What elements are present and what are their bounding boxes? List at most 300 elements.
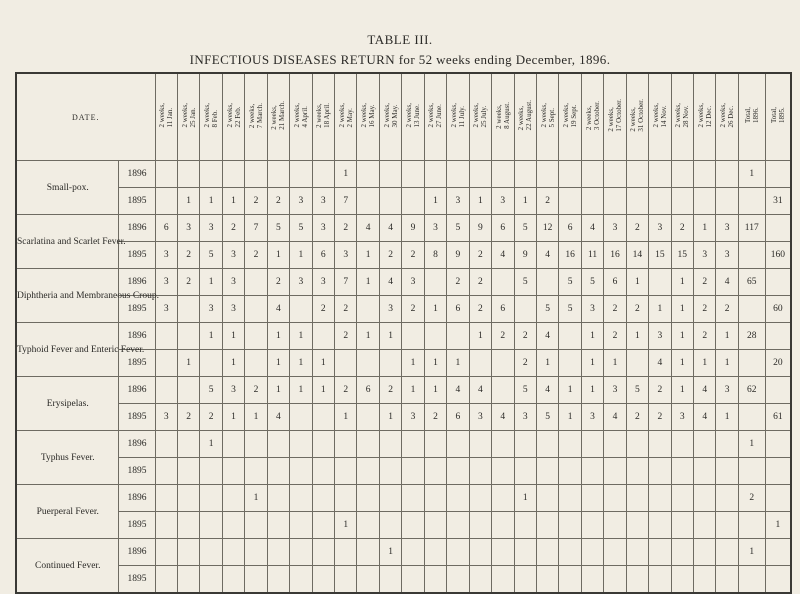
disease-name: Typhus Fever.: [16, 431, 119, 485]
column-header: [290, 73, 312, 161]
count-cell: [469, 431, 491, 458]
count-cell: 2: [604, 323, 626, 350]
column-header-label: 2 weeks, 19 Sept.: [562, 103, 579, 128]
count-cell: 4: [536, 242, 558, 269]
total-cell: 31: [765, 188, 791, 215]
count-cell: [200, 539, 222, 566]
total-cell: [765, 539, 791, 566]
count-cell: 2: [424, 404, 446, 431]
count-cell: 1: [671, 269, 693, 296]
count-cell: [514, 512, 536, 539]
count-cell: [626, 566, 648, 594]
column-header-label: 2 weeks, 28 Nov.: [674, 103, 691, 128]
count-cell: [604, 458, 626, 485]
count-cell: 1: [312, 350, 334, 377]
count-cell: 2: [716, 296, 738, 323]
count-cell: [222, 539, 244, 566]
count-cell: 1: [536, 350, 558, 377]
count-cell: 3: [335, 242, 357, 269]
count-cell: [312, 458, 334, 485]
count-cell: [312, 485, 334, 512]
column-header: [357, 73, 379, 161]
column-header: [312, 73, 334, 161]
count-cell: 7: [335, 188, 357, 215]
count-cell: [379, 161, 401, 188]
count-cell: 2: [649, 377, 671, 404]
count-cell: 8: [424, 242, 446, 269]
count-cell: [155, 512, 177, 539]
count-cell: 3: [604, 215, 626, 242]
count-cell: [245, 458, 267, 485]
count-cell: [604, 512, 626, 539]
count-cell: [716, 512, 738, 539]
count-cell: [177, 296, 199, 323]
count-cell: [290, 512, 312, 539]
count-cell: 1: [424, 188, 446, 215]
count-cell: [559, 188, 581, 215]
count-cell: 3: [312, 188, 334, 215]
year-cell: 1895: [119, 242, 155, 269]
count-cell: [290, 431, 312, 458]
count-cell: 1: [245, 485, 267, 512]
count-cell: 2: [514, 350, 536, 377]
count-cell: 2: [671, 215, 693, 242]
count-cell: [559, 458, 581, 485]
column-header: [604, 73, 626, 161]
count-cell: 3: [581, 404, 603, 431]
count-cell: [492, 512, 514, 539]
count-cell: 2: [379, 377, 401, 404]
count-cell: 1: [312, 377, 334, 404]
count-cell: 1: [267, 350, 289, 377]
count-cell: [671, 485, 693, 512]
count-cell: 3: [222, 377, 244, 404]
count-cell: [267, 485, 289, 512]
count-cell: [155, 377, 177, 404]
count-cell: [671, 188, 693, 215]
count-cell: 15: [671, 242, 693, 269]
count-cell: [335, 566, 357, 594]
count-cell: 1: [581, 350, 603, 377]
count-cell: [694, 431, 716, 458]
count-cell: 2: [536, 188, 558, 215]
count-cell: [402, 161, 424, 188]
count-cell: [379, 566, 401, 594]
column-header: [536, 73, 558, 161]
count-cell: [626, 539, 648, 566]
table-row: [16, 188, 791, 215]
count-cell: [402, 512, 424, 539]
column-header-label: 2 weeks, 8 August.: [494, 102, 511, 129]
column-header: [155, 73, 177, 161]
total-cell: [738, 188, 765, 215]
count-cell: 4: [536, 377, 558, 404]
count-cell: 2: [694, 269, 716, 296]
count-cell: 3: [716, 215, 738, 242]
count-cell: [245, 350, 267, 377]
count-cell: [536, 512, 558, 539]
count-cell: 1: [514, 485, 536, 512]
count-cell: [536, 539, 558, 566]
column-header-label: 2 weeks, 2 May.: [337, 103, 354, 128]
count-cell: 2: [626, 404, 648, 431]
count-cell: [671, 539, 693, 566]
column-header-label: 2 weeks, 30 May.: [382, 103, 399, 128]
count-cell: 1: [357, 323, 379, 350]
count-cell: [312, 431, 334, 458]
count-cell: 2: [469, 269, 491, 296]
count-cell: 1: [290, 377, 312, 404]
disease-name: Erysipelas.: [16, 377, 119, 431]
count-cell: 1: [177, 350, 199, 377]
count-cell: [335, 350, 357, 377]
total-cell: 2: [738, 485, 765, 512]
count-cell: [559, 431, 581, 458]
count-cell: [402, 323, 424, 350]
infectious-diseases-table: [15, 72, 792, 594]
column-header: [716, 73, 738, 161]
count-cell: [424, 431, 446, 458]
count-cell: 1: [559, 404, 581, 431]
table-body: [16, 161, 791, 594]
count-cell: [536, 431, 558, 458]
count-cell: 1: [200, 269, 222, 296]
column-header-label: 2 weeks, 17 October.: [606, 99, 623, 132]
count-cell: 2: [267, 188, 289, 215]
count-cell: [716, 566, 738, 594]
count-cell: 2: [177, 269, 199, 296]
count-cell: [424, 485, 446, 512]
count-cell: [200, 350, 222, 377]
total-cell: 117: [738, 215, 765, 242]
total-cell: [765, 458, 791, 485]
count-cell: 4: [447, 377, 469, 404]
count-cell: 1: [290, 323, 312, 350]
count-cell: [402, 458, 424, 485]
column-header: [469, 73, 491, 161]
total-cell: [765, 323, 791, 350]
count-cell: 4: [469, 377, 491, 404]
count-cell: 3: [290, 269, 312, 296]
count-cell: [469, 485, 491, 512]
count-cell: [379, 458, 401, 485]
count-cell: [312, 566, 334, 594]
count-cell: [514, 431, 536, 458]
count-cell: 5: [581, 269, 603, 296]
count-cell: [671, 566, 693, 594]
count-cell: 1: [716, 323, 738, 350]
table-row: [16, 269, 791, 296]
count-cell: 2: [649, 404, 671, 431]
table-row: [16, 404, 791, 431]
count-cell: [492, 431, 514, 458]
column-header-label: 2 weeks, 26 Dec.: [719, 103, 736, 128]
count-cell: [357, 404, 379, 431]
total-cell: 60: [765, 296, 791, 323]
count-cell: 1: [402, 350, 424, 377]
column-header-label: 2 weeks, 22 August.: [517, 100, 534, 131]
count-cell: [626, 485, 648, 512]
count-cell: 2: [335, 296, 357, 323]
count-cell: [559, 161, 581, 188]
table-row: [16, 242, 791, 269]
count-cell: [379, 512, 401, 539]
count-cell: [581, 485, 603, 512]
count-cell: 2: [626, 296, 648, 323]
year-cell: 1895: [119, 458, 155, 485]
count-cell: 1: [424, 350, 446, 377]
count-cell: [200, 458, 222, 485]
count-cell: 5: [267, 215, 289, 242]
count-cell: 2: [402, 296, 424, 323]
count-cell: [424, 539, 446, 566]
table-row: [16, 323, 791, 350]
table-row: [16, 431, 791, 458]
count-cell: 1: [716, 350, 738, 377]
count-cell: [514, 539, 536, 566]
total-cell: 28: [738, 323, 765, 350]
count-cell: [469, 539, 491, 566]
count-cell: [604, 485, 626, 512]
count-cell: 4: [604, 404, 626, 431]
count-cell: 5: [536, 296, 558, 323]
count-cell: [469, 458, 491, 485]
count-cell: [357, 296, 379, 323]
count-cell: 3: [716, 242, 738, 269]
count-cell: 2: [694, 323, 716, 350]
count-cell: 3: [200, 215, 222, 242]
count-cell: [312, 161, 334, 188]
count-cell: [177, 566, 199, 594]
table-row: [16, 539, 791, 566]
count-cell: [245, 566, 267, 594]
count-cell: 3: [447, 188, 469, 215]
count-cell: [424, 458, 446, 485]
count-cell: [177, 539, 199, 566]
column-header: [222, 73, 244, 161]
column-header: [671, 73, 693, 161]
count-cell: [155, 350, 177, 377]
year-cell: 1895: [119, 188, 155, 215]
count-cell: [581, 161, 603, 188]
count-cell: 7: [245, 215, 267, 242]
count-cell: 4: [379, 215, 401, 242]
count-cell: 1: [222, 323, 244, 350]
count-cell: [581, 458, 603, 485]
count-cell: [716, 539, 738, 566]
count-cell: 3: [155, 296, 177, 323]
count-cell: 6: [447, 404, 469, 431]
count-cell: [155, 485, 177, 512]
count-cell: 3: [469, 404, 491, 431]
count-cell: [514, 458, 536, 485]
count-cell: [424, 512, 446, 539]
count-cell: [514, 161, 536, 188]
table-title: TABLE III.: [367, 32, 433, 47]
column-header: [447, 73, 469, 161]
count-cell: [581, 539, 603, 566]
count-cell: 2: [267, 269, 289, 296]
count-cell: [245, 296, 267, 323]
total-cell: [765, 485, 791, 512]
count-cell: 6: [447, 296, 469, 323]
count-cell: [312, 404, 334, 431]
count-cell: 12: [536, 215, 558, 242]
count-cell: [357, 350, 379, 377]
count-cell: 1: [335, 161, 357, 188]
count-cell: 3: [402, 269, 424, 296]
count-cell: 1: [604, 350, 626, 377]
count-cell: 6: [604, 269, 626, 296]
count-cell: 4: [536, 323, 558, 350]
column-header-label: 2 weeks, 12 Dec.: [696, 103, 713, 128]
count-cell: 9: [469, 215, 491, 242]
count-cell: 1: [671, 296, 693, 323]
table-subtitle: INFECTIOUS DISEASES RETURN for 52 weeks ending December, 1896.: [189, 52, 611, 67]
count-cell: [379, 350, 401, 377]
count-cell: 1: [469, 188, 491, 215]
count-cell: [267, 539, 289, 566]
total-cell: 20: [765, 350, 791, 377]
count-cell: [649, 161, 671, 188]
count-cell: [335, 458, 357, 485]
count-cell: 3: [155, 404, 177, 431]
total-cell: [765, 431, 791, 458]
count-cell: [694, 512, 716, 539]
count-cell: [447, 485, 469, 512]
count-cell: 1: [581, 377, 603, 404]
count-cell: [245, 269, 267, 296]
count-cell: [649, 512, 671, 539]
count-cell: [335, 431, 357, 458]
table-row: [16, 458, 791, 485]
count-cell: [536, 485, 558, 512]
disease-name: Puerperal Fever.: [16, 485, 119, 539]
count-cell: [694, 539, 716, 566]
count-cell: [335, 539, 357, 566]
count-cell: 2: [604, 296, 626, 323]
total-cell: [765, 161, 791, 188]
count-cell: 9: [514, 242, 536, 269]
column-header-label: 2 weeks, 8 Feb.: [203, 103, 220, 128]
count-cell: [177, 485, 199, 512]
column-header-label: 2 weeks, 31 October.: [629, 99, 646, 132]
count-cell: [290, 296, 312, 323]
count-cell: [626, 431, 648, 458]
year-cell: 1896: [119, 539, 155, 566]
count-cell: 1: [559, 377, 581, 404]
count-cell: [604, 161, 626, 188]
count-cell: [559, 485, 581, 512]
count-cell: [626, 458, 648, 485]
count-cell: [357, 539, 379, 566]
count-cell: [245, 539, 267, 566]
count-cell: [222, 161, 244, 188]
count-cell: 2: [312, 296, 334, 323]
total-cell: [738, 242, 765, 269]
count-cell: [200, 566, 222, 594]
year-cell: 1896: [119, 377, 155, 404]
table-row: [16, 485, 791, 512]
count-cell: [604, 566, 626, 594]
count-cell: [559, 539, 581, 566]
column-header-label: 2 weeks, 11 Jan.: [158, 103, 175, 128]
count-cell: 4: [267, 404, 289, 431]
count-cell: [222, 566, 244, 594]
count-cell: 1: [335, 512, 357, 539]
count-cell: 1: [626, 269, 648, 296]
total-cell: 1: [765, 512, 791, 539]
count-cell: [155, 458, 177, 485]
count-cell: 3: [402, 404, 424, 431]
count-cell: [155, 188, 177, 215]
column-header-label: 2 weeks, 14 Nov.: [651, 103, 668, 128]
disease-name: Diphtheria and Membraneous Croup.: [16, 269, 119, 323]
count-cell: [267, 161, 289, 188]
count-cell: [492, 350, 514, 377]
count-cell: [267, 512, 289, 539]
count-cell: 4: [649, 350, 671, 377]
count-cell: [312, 539, 334, 566]
count-cell: [267, 431, 289, 458]
count-cell: [536, 269, 558, 296]
count-cell: [402, 485, 424, 512]
count-cell: 16: [604, 242, 626, 269]
count-cell: 1: [290, 350, 312, 377]
count-cell: [694, 485, 716, 512]
count-cell: 4: [581, 215, 603, 242]
count-cell: [716, 188, 738, 215]
total-cell: [765, 377, 791, 404]
count-cell: [290, 566, 312, 594]
count-cell: 3: [222, 242, 244, 269]
count-cell: [379, 485, 401, 512]
total-cell: [765, 215, 791, 242]
count-cell: 1: [267, 377, 289, 404]
column-header-label: Total, 1895.: [769, 107, 786, 124]
column-header-label: 2 weeks, 21 March.: [270, 101, 287, 130]
count-cell: 3: [716, 377, 738, 404]
count-cell: [424, 323, 446, 350]
count-cell: [716, 458, 738, 485]
count-cell: [536, 161, 558, 188]
column-header: [402, 73, 424, 161]
count-cell: [469, 350, 491, 377]
total-cell: 65: [738, 269, 765, 296]
column-header: [649, 73, 671, 161]
count-cell: [357, 161, 379, 188]
count-cell: [245, 431, 267, 458]
table-row: [16, 161, 791, 188]
count-cell: [222, 458, 244, 485]
count-cell: [312, 323, 334, 350]
total-cell: [765, 269, 791, 296]
count-cell: 3: [290, 188, 312, 215]
count-cell: 1: [514, 188, 536, 215]
count-cell: [492, 458, 514, 485]
count-cell: 1: [379, 323, 401, 350]
count-cell: [447, 323, 469, 350]
count-cell: [559, 566, 581, 594]
total-cell: [738, 566, 765, 594]
column-header: [177, 73, 199, 161]
column-header: [424, 73, 446, 161]
count-cell: [379, 431, 401, 458]
count-cell: [402, 431, 424, 458]
count-cell: 7: [335, 269, 357, 296]
count-cell: 4: [267, 296, 289, 323]
count-cell: [290, 161, 312, 188]
